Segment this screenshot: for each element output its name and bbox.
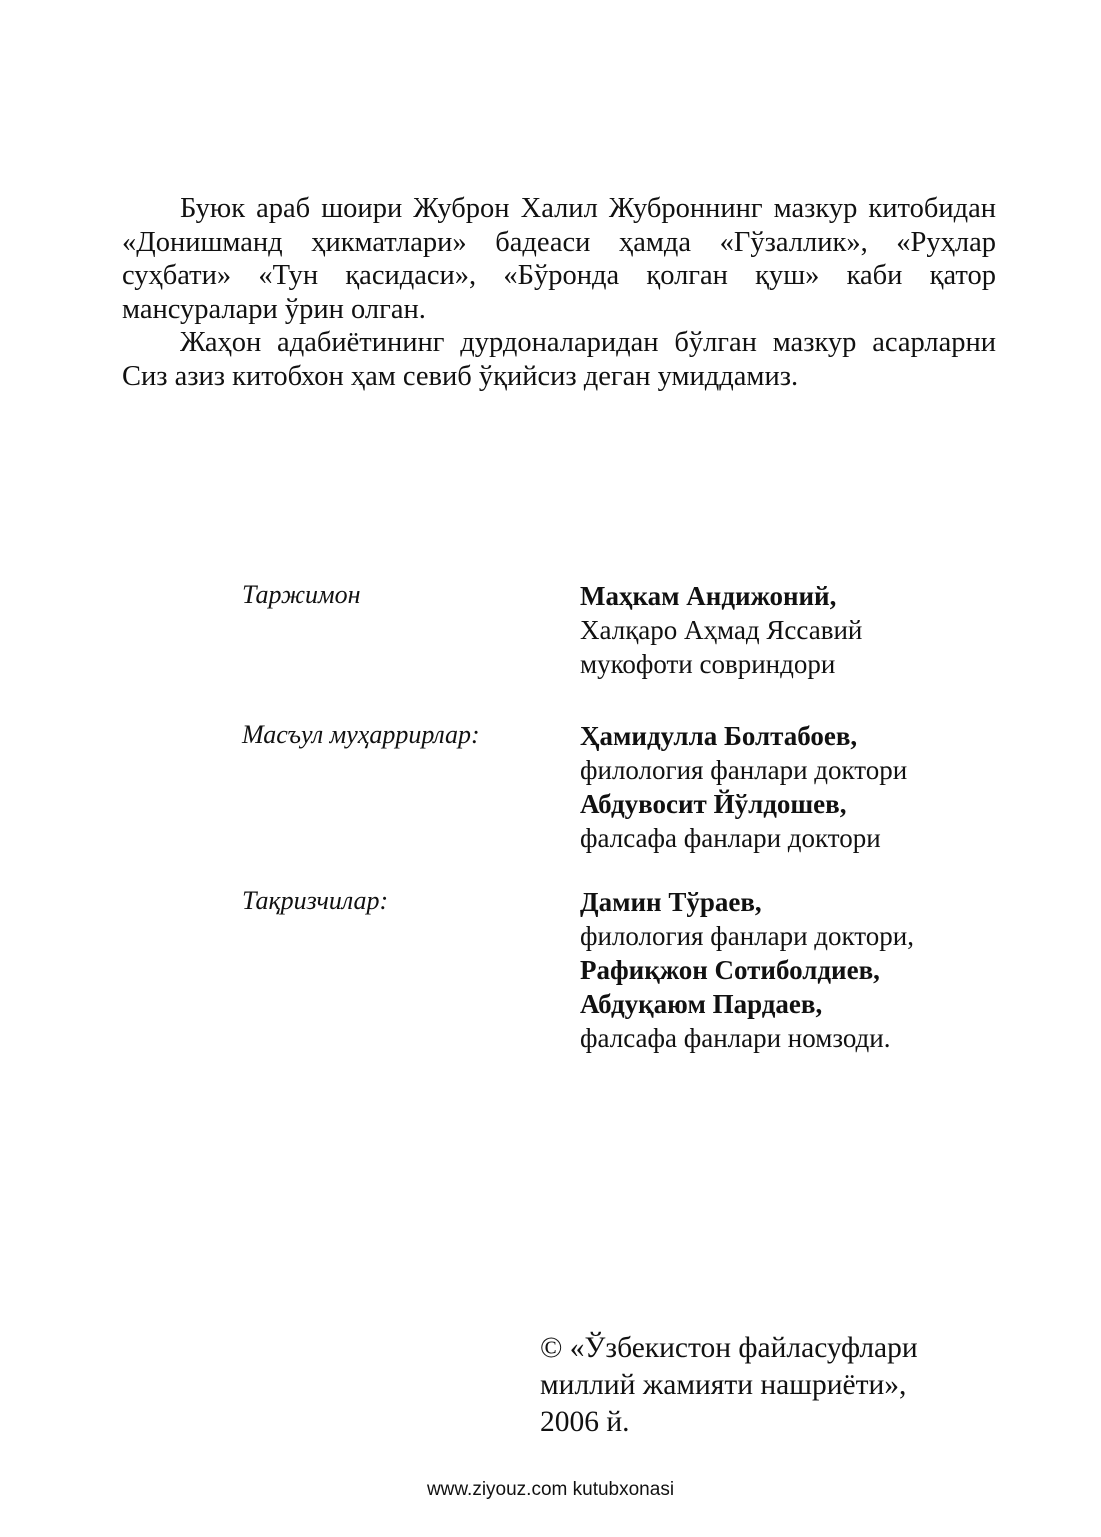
intro-paragraph: Буюк араб шоири Жуброн Халил Жуброннинг мазкур китобидан «Донишманд ҳикматлари» бадеаси ҳамда «Гўзаллик», «Руҳлар суҳбати» «Тун қасидаси», «Бўронда қолган қуш» каби қатор мансуралари ўрин олган. [122,193,996,325]
footer-watermark: www.ziyouz.com kutubxonasi [426,1479,675,1500]
copyright-line: © «Ўзбекистон файласуфлари [540,1332,918,1364]
reviewers-names [580,885,914,1055]
person-name: Абдувосит Йўлдошев, [580,789,847,819]
person-name: Абдуқаюм Пардаев, [580,989,823,1019]
person-name: Маҳкам Андижоний, [580,581,837,611]
intro-text [122,192,996,394]
person-name: Ҳамидулла Болтабоев, [580,721,858,751]
person-name: Рафиқжон Сотиболдиев, [580,955,880,985]
person-name: Дамин Тўраев, [580,887,762,917]
person-title: филология фанлари доктори [580,755,908,785]
person-title: Халқаро Аҳмад Яссавий [580,615,863,645]
intro-paragraph: Жаҳон адабиётининг дурдоналаридан бўлган мазкур асарларни Сиз азиз китобхон ҳам севиб ўқийсиз деган умиддамиз. [122,327,996,392]
copyright-line: миллий жамияти нашриёти», [540,1369,907,1401]
editors-names [580,719,907,855]
editors-role: Масъул муҳаррирлар: [242,720,480,749]
copyright-notice [540,1330,918,1441]
reviewers-role: Тақризчилар: [242,886,389,915]
person-title: мукофоти совриндори [580,649,836,679]
translator-names [580,579,862,681]
copyright-line: 2006 й. [540,1406,630,1438]
person-title: филология фанлари доктори, [580,921,914,951]
translator-role: Таржимон [242,580,361,609]
person-title: фалсафа фанлари доктори [580,823,881,853]
person-title: фалсафа фанлари номзоди. [580,1023,891,1053]
